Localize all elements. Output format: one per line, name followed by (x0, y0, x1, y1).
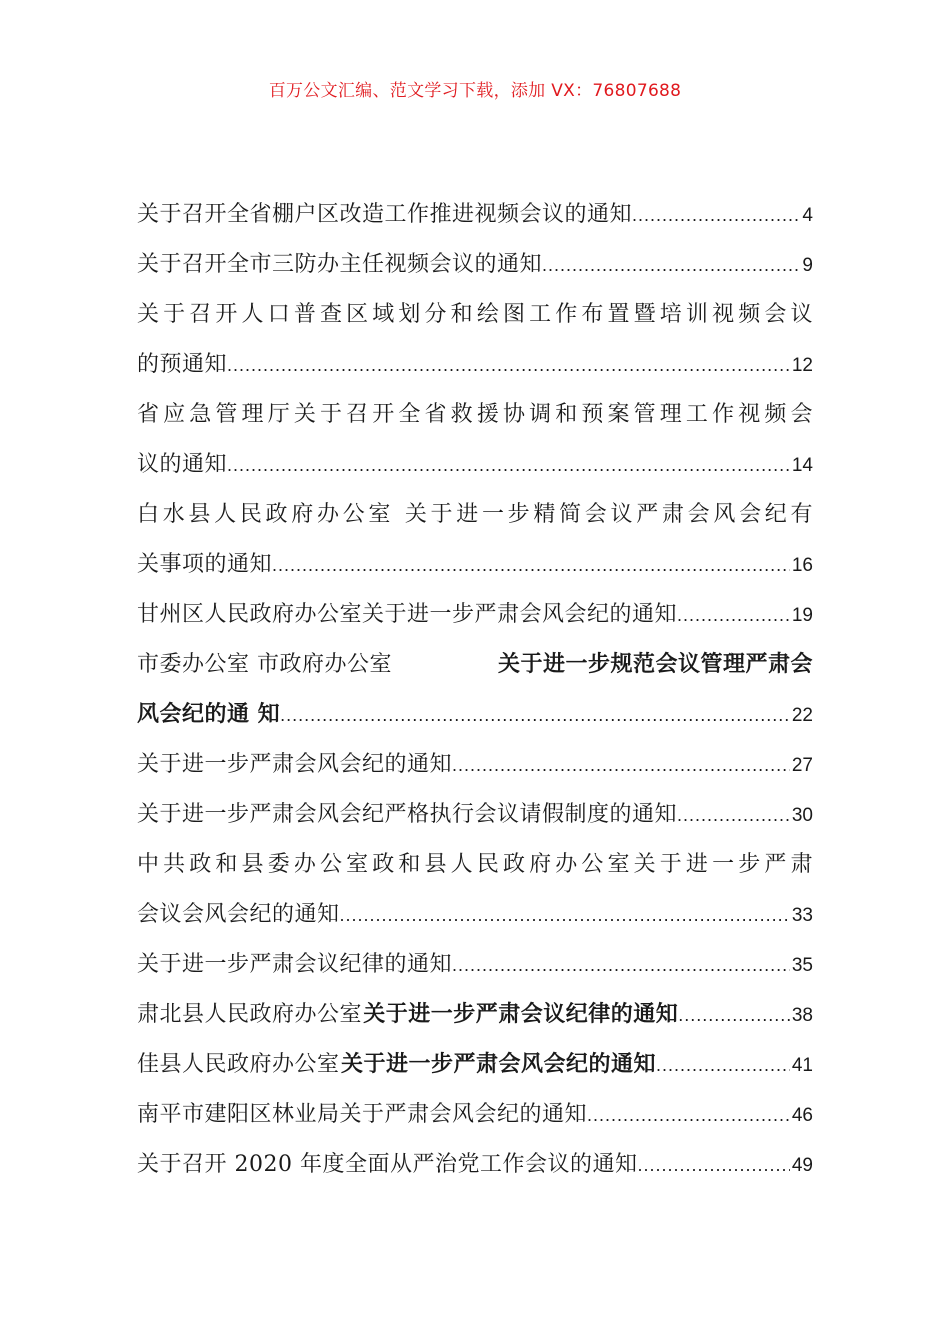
toc-entry[interactable] (137, 790, 813, 840)
toc-entry[interactable] (137, 990, 813, 1040)
toc-entry[interactable] (137, 190, 813, 240)
page-number: 38 (791, 1005, 813, 1026)
toc-line (137, 890, 813, 940)
page-number: 9 (802, 255, 813, 276)
toc-line (137, 1040, 813, 1090)
toc-line (137, 690, 813, 740)
page-number: 30 (791, 805, 813, 826)
toc-title: 关于召开全省棚户区改造工作推进视频会议的通知 (137, 202, 633, 227)
toc-title-part-bold: 关于进一步严肃会风会纪的通知 (340, 1052, 656, 1077)
toc-entry[interactable] (137, 590, 813, 640)
page-number: 16 (791, 555, 813, 576)
toc-entry[interactable] (137, 240, 813, 290)
toc-line (137, 1140, 813, 1190)
toc-title-line: 中共政和县委办公室政和县人民政府办公室关于进一步严肃 (137, 852, 813, 877)
toc-line (137, 240, 813, 290)
toc-title: 的预通知 (137, 352, 228, 377)
toc-title-line: 省应急管理厅关于召开全省救援协调和预案管理工作视频会 (137, 402, 813, 427)
toc-title: 关于进一步严肃会议纪律的通知 (137, 952, 453, 977)
toc-line (137, 1090, 813, 1140)
toc-line (137, 190, 813, 240)
dot-leader (227, 340, 790, 390)
dot-leader (542, 240, 800, 290)
toc-title-part-bold: 关于进一步规范会议管理严肃会 (497, 652, 813, 677)
dot-leader (452, 740, 790, 790)
toc-title: 会议会风会纪的通知 (137, 902, 340, 927)
toc-title-line: 关于召开人口普查区域划分和绘图工作布置暨培训视频会议 (137, 302, 813, 327)
page-number: 46 (791, 1105, 813, 1126)
toc-title: 关于召开全市三防办主任视频会议的通知 (137, 252, 543, 277)
toc-line (137, 540, 813, 590)
toc-entry[interactable] (137, 940, 813, 990)
dot-leader (587, 1090, 790, 1140)
page-number: 12 (791, 355, 813, 376)
table-of-contents (137, 190, 813, 1190)
toc-title-part-bold: 关于进一步严肃会议纪律的通知 (363, 1002, 679, 1027)
dot-leader (632, 190, 800, 240)
toc-title: 关于进一步严肃会风会纪的通知 (137, 752, 453, 777)
toc-entry[interactable] (137, 1040, 813, 1090)
toc-title: 甘州区人民政府办公室关于进一步严肃会风会纪的通知 (137, 602, 678, 627)
dot-leader (272, 540, 790, 590)
toc-title-part: 佳县人民政府办公室 (137, 1052, 340, 1077)
toc-entry[interactable] (137, 1140, 813, 1190)
watermark-header: 百万公文汇编、范文学习下载，添加 VX：76807688 (268, 81, 682, 101)
toc-entry[interactable] (137, 290, 813, 390)
toc-title: 关于进一步严肃会风会纪严格执行会议请假制度的通知 (137, 802, 678, 827)
page-number: 33 (791, 905, 813, 926)
page-number: 19 (791, 605, 813, 626)
toc-line (137, 790, 813, 840)
dot-leader (677, 790, 790, 840)
page-number: 4 (802, 205, 813, 226)
dot-leader (677, 590, 790, 640)
dot-leader (280, 690, 790, 740)
page-number: 49 (791, 1155, 813, 1176)
page-number: 41 (791, 1055, 813, 1076)
toc-title: 风会纪的通 知 (137, 702, 281, 727)
toc-title-part: 肃北县人民政府办公室 (137, 1002, 363, 1027)
toc-title-line (137, 640, 813, 690)
toc-entry[interactable] (137, 740, 813, 790)
toc-line (137, 340, 813, 390)
page-number: 22 (791, 705, 813, 726)
toc-title-line: 白水县人民政府办公室 关于进一步精简会议严肃会风会纪有 (137, 502, 813, 527)
toc-title: 关于召开 2020 年度全面从严治党工作会议的通知 (137, 1152, 638, 1177)
toc-entry[interactable] (137, 490, 813, 590)
page-number: 27 (791, 755, 813, 776)
toc-title: 南平市建阳区林业局关于严肃会风会纪的通知 (137, 1102, 588, 1127)
dot-leader (452, 940, 790, 990)
dot-leader (227, 440, 790, 490)
toc-title-part: 市委办公室 市政府办公室 (137, 652, 392, 677)
dot-leader (678, 990, 790, 1040)
dot-leader (637, 1140, 789, 1190)
toc-entry[interactable] (137, 390, 813, 490)
toc-line (137, 590, 813, 640)
toc-line (137, 940, 813, 990)
toc-title: 关事项的通知 (137, 552, 273, 577)
toc-entry[interactable] (137, 1090, 813, 1140)
toc-line (137, 740, 813, 790)
page-number: 14 (791, 455, 813, 476)
toc-line (137, 990, 813, 1040)
page-number: 35 (791, 955, 813, 976)
dot-leader (340, 890, 790, 940)
toc-entry[interactable] (137, 640, 813, 740)
dot-leader (656, 1040, 790, 1090)
toc-line (137, 440, 813, 490)
toc-title: 议的通知 (137, 452, 228, 477)
toc-entry[interactable] (137, 840, 813, 940)
